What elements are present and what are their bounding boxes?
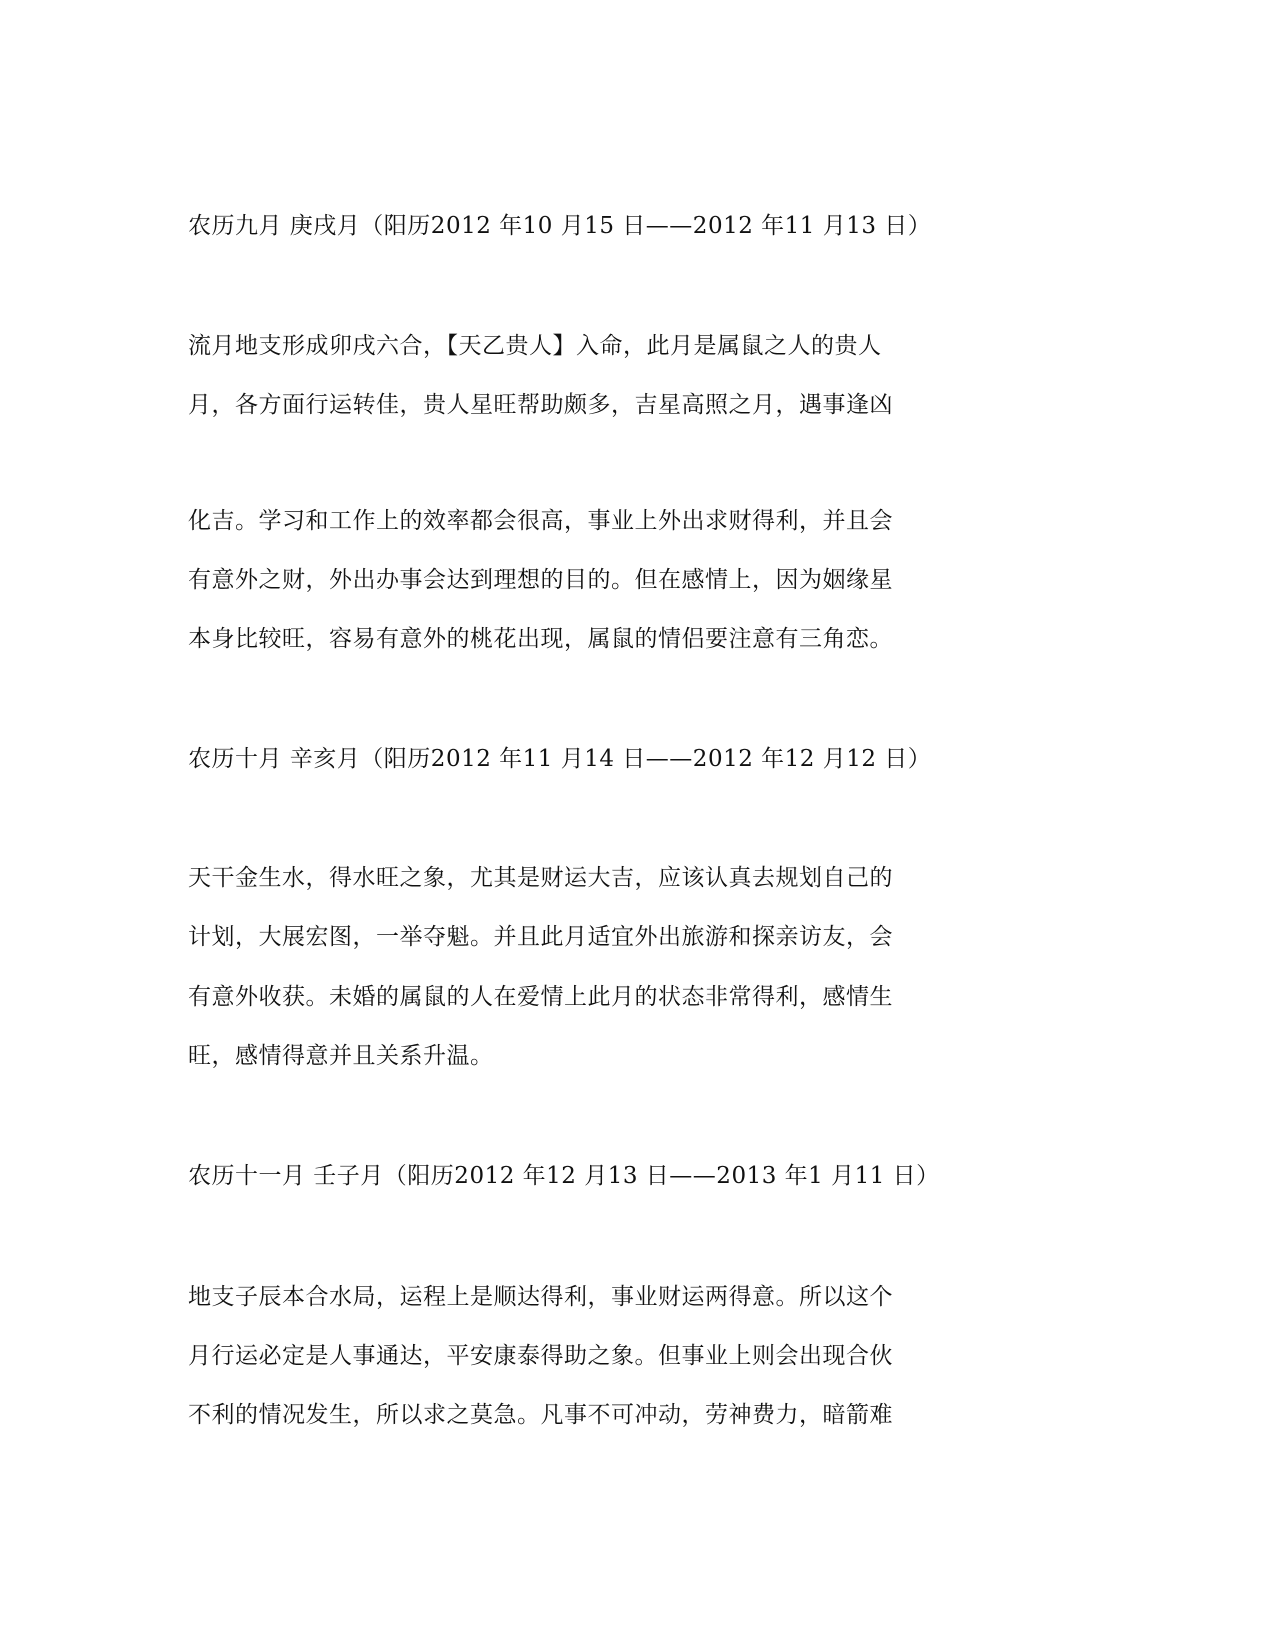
paragraph-line: 计划，大展宏图，一举夺魁。并且此月适宜外出旅游和探亲访友，会	[188, 924, 893, 950]
section-heading-lunar-november: 农历十一月 壬子月（阳历2012 年12 月13 日——2013 年1 月11 日）	[188, 1163, 940, 1189]
section-heading-lunar-september: 农历九月 庚戌月（阳历2012 年10 月15 日——2012 年11 月13 日）	[188, 213, 932, 239]
paragraph-line: 有意外收获。未婚的属鼠的人在爱情上此月的状态非常得利，感情生	[188, 984, 893, 1010]
paragraph-line: 化吉。学习和工作上的效率都会很高，事业上外出求财得利，并且会	[188, 508, 893, 534]
paragraph-line: 不利的情况发生，所以求之莫急。凡事不可冲动，劳神费力，暗箭难	[188, 1402, 893, 1428]
paragraph-line: 月行运必定是人事通达，平安康泰得助之象。但事业上则会出现合伙	[188, 1343, 893, 1369]
paragraph-line: 有意外之财，外出办事会达到理想的目的。但在感情上，因为姻缘星	[188, 567, 893, 593]
section-heading-lunar-october: 农历十月 辛亥月（阳历2012 年11 月14 日——2012 年12 月12 日）	[188, 746, 932, 772]
paragraph-line: 地支子辰本合水局，运程上是顺达得利，事业财运两得意。所以这个	[188, 1284, 893, 1310]
paragraph-line: 天干金生水，得水旺之象，尤其是财运大吉，应该认真去规划自己的	[188, 865, 893, 891]
paragraph-line: 旺，感情得意并且关系升温。	[188, 1043, 494, 1069]
paragraph-line: 本身比较旺，容易有意外的桃花出现，属鼠的情侣要注意有三角恋。	[188, 626, 893, 652]
paragraph-line: 月，各方面行运转佳，贵人星旺帮助颇多，吉星高照之月，遇事逢凶	[188, 392, 893, 418]
paragraph-line: 流月地支形成卯戌六合，【天乙贵人】入命，此月是属鼠之人的贵人	[188, 333, 882, 359]
